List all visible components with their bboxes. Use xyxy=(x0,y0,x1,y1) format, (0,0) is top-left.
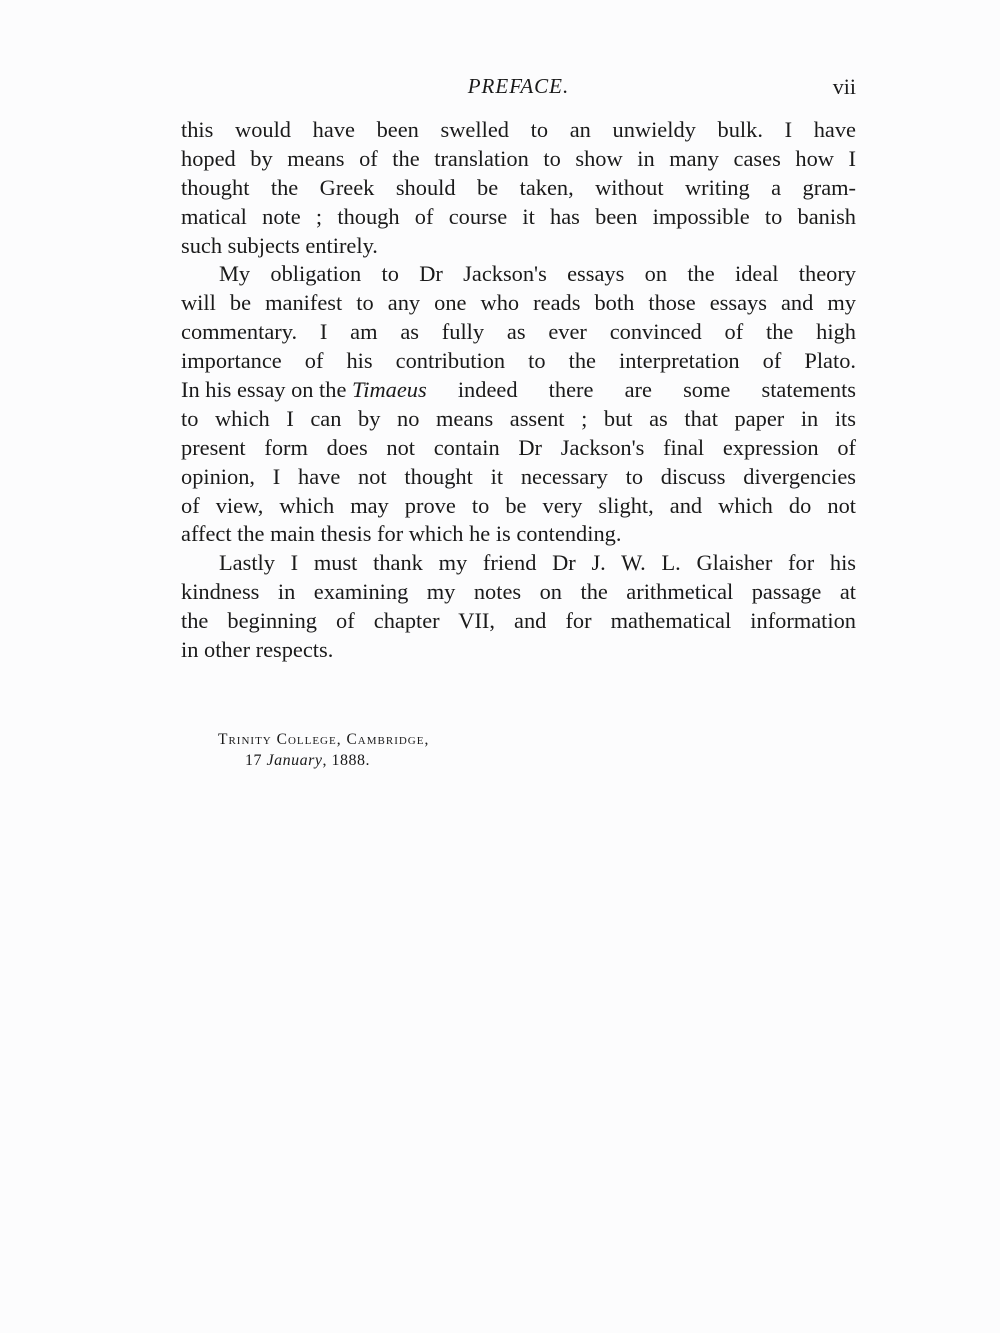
text-line: opinion, I have not thought it necessary to discuss divergencies xyxy=(181,463,856,489)
text-line: kindness in examining my notes on the arithmetical passage at xyxy=(181,579,856,605)
text-line: commentary. I am as fully as ever convinced of the high xyxy=(181,319,856,345)
text-line: such subjects entirely. xyxy=(181,232,378,258)
running-head-title: PREFACE. xyxy=(467,74,570,98)
text-line: hoped by means of the translation to show in many cases how I xyxy=(181,145,856,171)
running-head xyxy=(181,74,856,104)
date-month: January xyxy=(266,752,323,769)
page-number: vii xyxy=(832,74,856,99)
text-line: affect the main thesis for which he is contending. xyxy=(181,521,622,547)
text-line: of view, which may prove to be very slight, and which do not xyxy=(181,492,856,518)
text-segment: In his essay on the xyxy=(181,377,353,403)
text-line: this would have been swelled to an unwieldy bulk. I have xyxy=(181,117,856,142)
preface-body xyxy=(181,116,856,665)
text-line: to which I can by no means assent ; but as that paper in its xyxy=(181,405,856,431)
text-line: matical note ; though of course it has been impossible to banish xyxy=(181,203,856,229)
text-line: importance of his contribution to the interpretation of Plato. xyxy=(181,348,856,374)
italic-title: Timaeus xyxy=(352,377,427,403)
text-line: will be manifest to any one who reads both those essays and my xyxy=(181,290,856,316)
text-line: in other respects. xyxy=(181,637,334,663)
date-year: , 1888. xyxy=(322,752,370,769)
text-line: Lastly I must thank my friend Dr J. W. L. Glaisher for his xyxy=(219,550,856,576)
signature-place: Trinity College, Cambridge, xyxy=(218,731,430,748)
date-day: 17 xyxy=(245,752,267,769)
signature-date xyxy=(245,752,370,770)
text-line: My obligation to Dr Jackson's essays on the ideal theory xyxy=(219,261,856,287)
text-line: present form does not contain Dr Jackson's final expression of xyxy=(181,434,856,460)
text-line xyxy=(181,376,856,405)
text-segment: indeed there are some statements xyxy=(426,377,856,403)
text-line: thought the Greek should be taken, without writing a gram- xyxy=(181,174,856,200)
text-line: the beginning of chapter VII, and for mathematical information xyxy=(181,608,856,634)
